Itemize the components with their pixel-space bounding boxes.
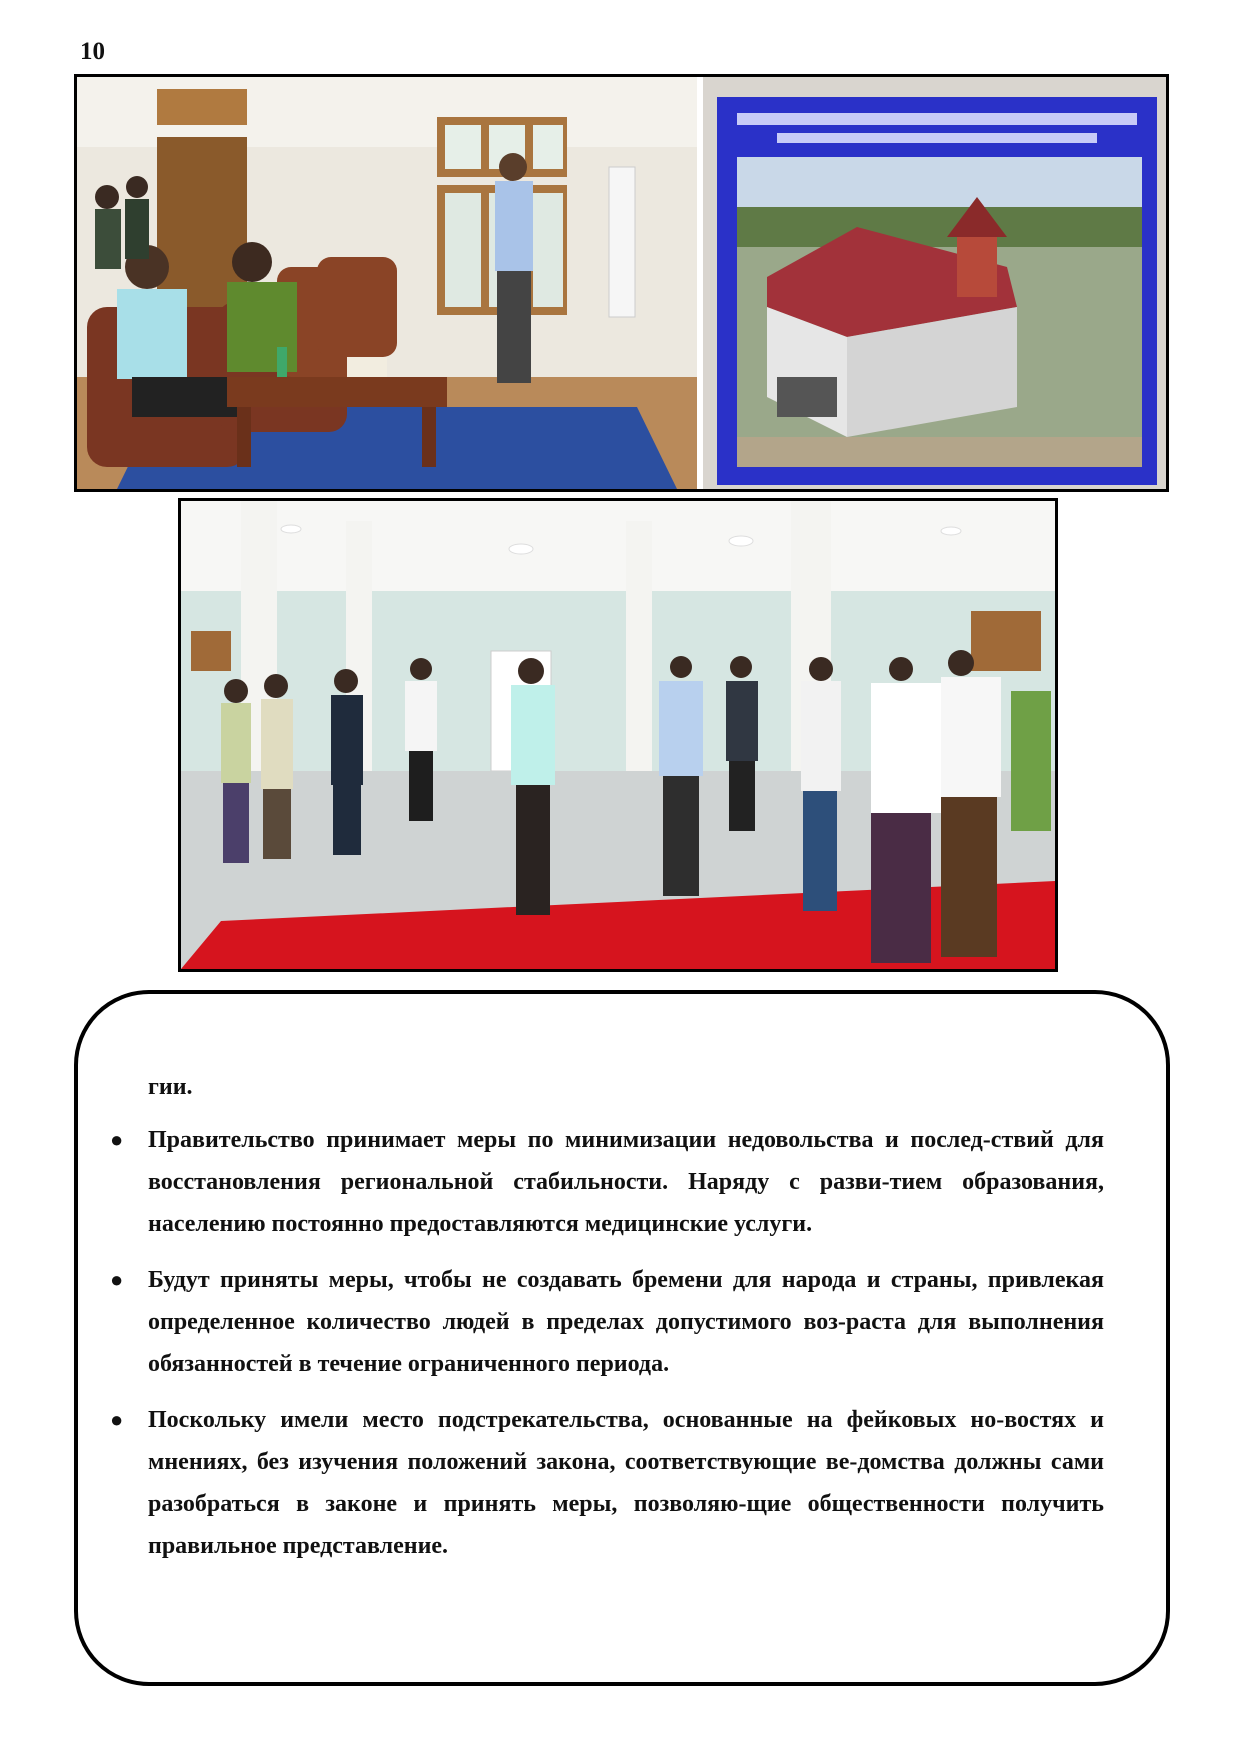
hall-inspection-photo bbox=[178, 498, 1058, 972]
bullet-text: Будут приняты меры, чтобы не создавать бремени для народа и страны, привлекая определенное количество людей в пределах допустимого воз-раста для выполнения обязанностей в течение ограниченного периода. bbox=[148, 1267, 1104, 1377]
list-item bbox=[110, 1119, 1104, 1245]
list-item bbox=[110, 1399, 1104, 1567]
list-item bbox=[110, 1259, 1104, 1385]
page-number: 10 bbox=[80, 38, 105, 65]
bullet-text: Правительство принимает меры по минимизации недовольства и послед-ствий для восстановления региональной стабильности. Наряду с разви-тием образования, населению постоянно предоставляются медицинские услуги. bbox=[148, 1127, 1104, 1237]
bullet-dot-icon: ● bbox=[110, 1267, 124, 1292]
meeting-photo bbox=[74, 74, 1169, 492]
continued-word: гии. bbox=[148, 1074, 193, 1100]
bullet-text: Поскольку имели место подстрекательства, основанные на фейковых но-востях и мнениях, без изучения положений закона, соответствующие ве-домства должны сами разобраться в законе и принять меры, позволяю-щие общественности получить правильное представление. bbox=[148, 1407, 1104, 1559]
text-frame bbox=[74, 990, 1170, 1686]
bullet-dot-icon: ● bbox=[110, 1127, 124, 1152]
bullet-dot-icon: ● bbox=[110, 1407, 124, 1432]
bullet-list bbox=[110, 1119, 1104, 1581]
